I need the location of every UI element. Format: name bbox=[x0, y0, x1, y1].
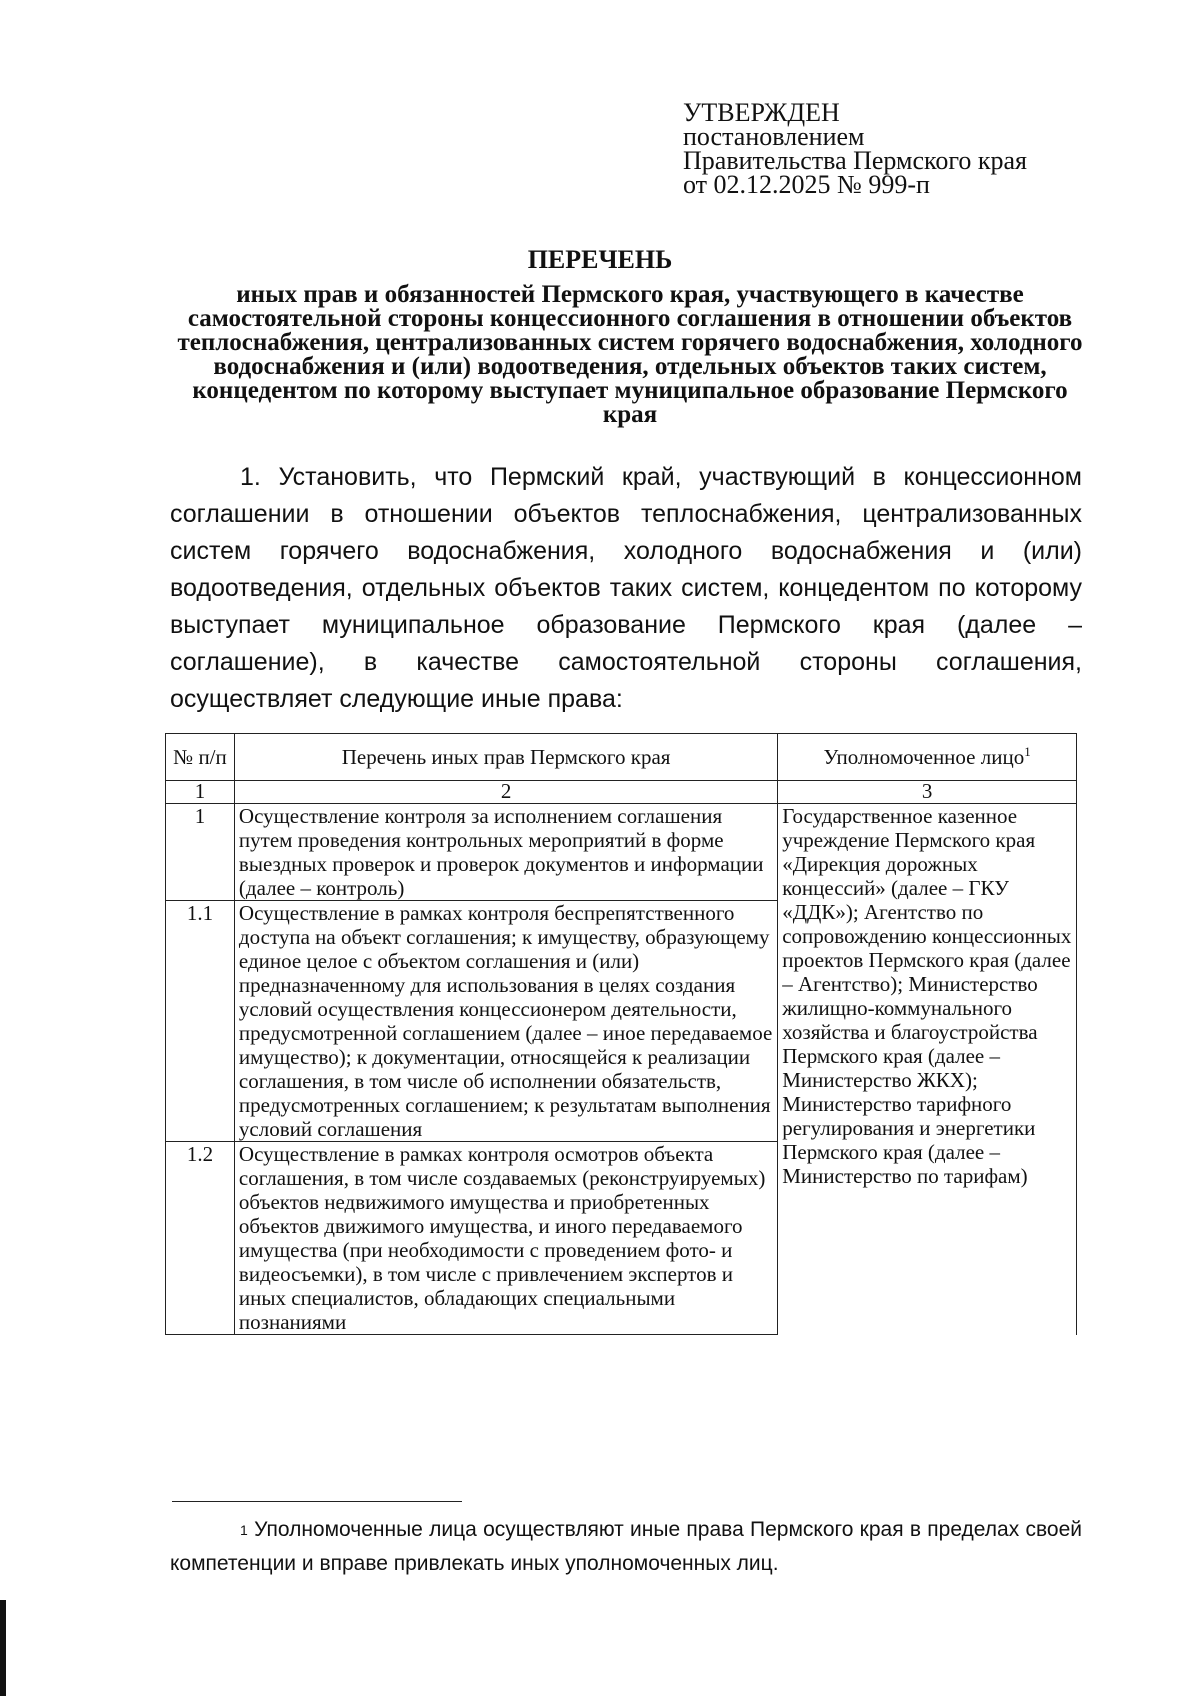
index-cell-3: 3 bbox=[778, 781, 1077, 804]
footnote-divider bbox=[172, 1501, 462, 1502]
approval-line-approved: УТВЕРЖДЕН bbox=[683, 98, 840, 127]
responsible-cell: Государственное казенное учреждение Пермского края «Дирекция дорожных концессий» (далее – ГКУ «ДДК»); Агентство по сопровождению концессионных проектов Пермского края (далее – Агентство); Министерство жилищно-коммунального хозяйства и благоустройства Пермского края (далее – Министерство ЖКХ); Министерство тарифного регулирования и энергетики Пермского края (далее – Министерство по тарифам) bbox=[778, 804, 1077, 1335]
approval-line-government: Правительства Пермского края bbox=[683, 146, 1027, 175]
row-num: 1.2 bbox=[166, 1142, 235, 1335]
rights-table bbox=[165, 733, 1077, 1335]
row-num: 1 bbox=[166, 804, 235, 901]
table-row bbox=[166, 804, 1077, 901]
table-index-row bbox=[166, 781, 1077, 804]
row-text: Осуществление контроля за исполнением соглашения путем проведения контрольных мероприятий в форме выездных проверок и проверок документов и информации (далее – контроль) bbox=[234, 804, 777, 901]
row-text: Осуществление в рамках контроля беспрепятственного доступа на объект соглашения; к имуществу, образующему единое целое с объектом соглашения и (или) предназначенному для использования в целях создания условий осуществления концессионером деятельности, предусмотренной соглашением (далее – иное передаваемое имущество); к документации, относящейся к реализации соглашения, в том числе об исполнении обязательств, предусмотренных соглашением; к результатам выполнения условий соглашения bbox=[234, 901, 777, 1142]
approval-line-date: от 02.12.2025 № 999-п bbox=[683, 170, 930, 199]
footnote-mark: 1 bbox=[240, 1522, 248, 1538]
scan-edge-mark bbox=[0, 1600, 6, 1696]
approval-stamp bbox=[683, 98, 1027, 199]
approval-line-decree: постановлением bbox=[683, 122, 865, 151]
header-responsible-label: Уполномоченное лицо bbox=[823, 745, 1025, 769]
footnote bbox=[170, 1513, 1082, 1581]
table-header-row bbox=[166, 734, 1077, 781]
row-text: Осуществление в рамках контроля осмотров объекта соглашения, в том числе создаваемых (реконструируемых) объектов недвижимого имущества и приобретенных объектов движимого имущества, и иного передаваемого имущества (при необходимости с проведением фото- и видеосъемки), в том числе с привлечением экспертов и иных специалистов, обладающих специальными познаниями bbox=[234, 1142, 777, 1335]
footnote-text: Уполномоченные лица осуществляют иные права Пермского края в пределах своей компетенции и вправе привлекать иных уполномоченных лиц. bbox=[170, 1518, 1082, 1575]
document-subtitle: иных прав и обязанностей Пермского края, участвующего в качестве самостоятельной стороны концессионного соглашения в отношении объектов теплоснабжения, централизованных систем горячего водоснабжения, холодного водоснабжения и (или) водоотведения, отдельных объектов таких систем, концедентом по которому выступает муниципальное образование Пермского края bbox=[177, 281, 1083, 428]
paragraph-1: 1. Установить, что Пермский край, участвующий в концессионном соглашении в отношении объектов теплоснабжения, централизованных систем горячего водоснабжения, холодного водоснабжения и (или) водоотведения, отдельных объектов таких систем, концедентом по которому выступает муниципальное образование Пермского края (далее – соглашение), в качестве самостоятельной стороны соглашения, осуществляет следующие иные права: bbox=[170, 463, 1082, 713]
header-rights: Перечень иных прав Пермского края bbox=[234, 734, 777, 781]
header-responsible bbox=[778, 734, 1077, 781]
header-num: № п/п bbox=[166, 734, 235, 781]
row-num: 1.1 bbox=[166, 901, 235, 1142]
index-cell-2: 2 bbox=[234, 781, 777, 804]
index-cell-1: 1 bbox=[166, 781, 235, 804]
header-footnote-mark: 1 bbox=[1024, 744, 1031, 759]
document-title: ПЕРЕЧЕНЬ bbox=[527, 245, 673, 274]
